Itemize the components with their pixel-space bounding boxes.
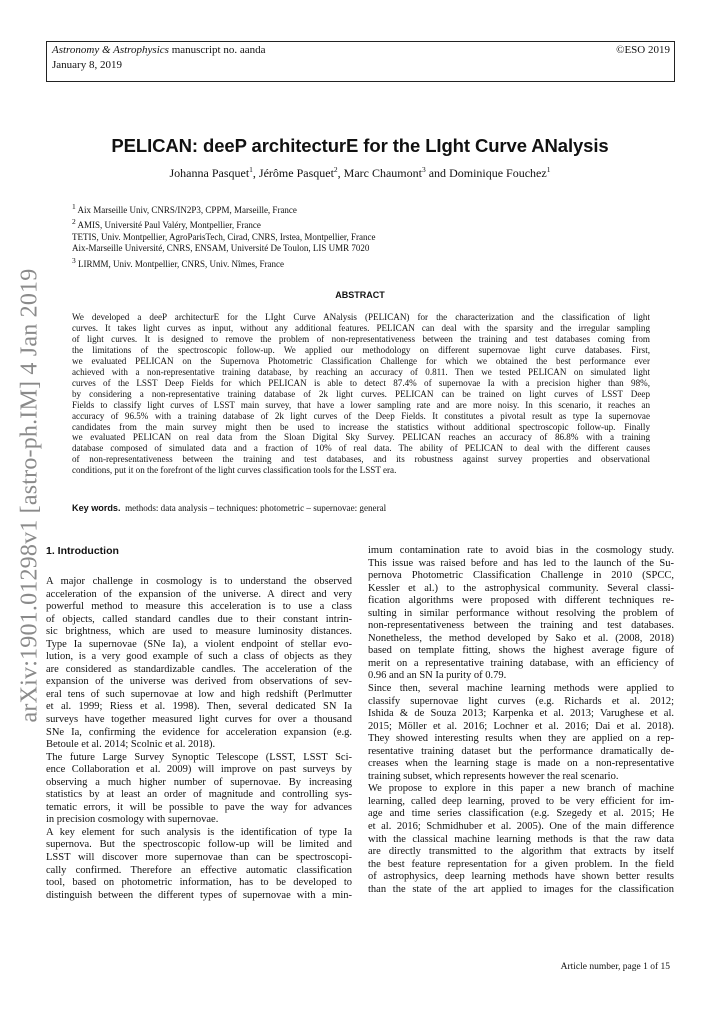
affiliation-line: $^2$ AMIS, Université Paul Valéry, Montpellier, France	[72, 217, 261, 231]
body-line: non-representativeness between the training and test databases.	[368, 620, 674, 632]
abstract-line: we evaluated PELICAN on the Supernova Photometric Classification Challenge for which we obtained the best performance ever	[72, 355, 650, 366]
body-line: lution, is a very good example of such a class of objects as they	[46, 651, 352, 663]
affiliation-line: Aix-Marseille Université, CNRS, ENSAM, Université De Toulon, LIS UMR 7020	[72, 243, 370, 254]
body-line: LSST will discover more supernovae than can be spectroscopi-	[46, 852, 352, 864]
body-line: Ishida & de Souza 2013; Karpenka et al. 2013; Varughese et al.	[368, 708, 674, 720]
body-line: age and time series classification (e.g. Szegedy et al. 2015; He	[368, 808, 674, 820]
affiliation-number: 2	[72, 217, 76, 227]
body-line: acceleration of the expansion of the universe. A direct and very	[46, 588, 352, 600]
body-line: tool, based on photometric information, has to be developed to	[46, 877, 352, 889]
body-line: eral tens of such supernovae at low and high redshift (Perlmutter	[46, 688, 352, 700]
body-line: cally confirmed. Therefore an effective automatic classification	[46, 864, 352, 876]
body-line: The future Large Survey Synoptic Telescope (LSST, LSST Sci-	[46, 751, 352, 763]
right-column	[368, 545, 674, 896]
body-line: surveys have together measured light curves for over a thousand	[46, 714, 352, 726]
body-line: statistics by at least an order of magnitude and controlling sys-	[46, 789, 352, 801]
body-line: in precision cosmology with supernovae.	[46, 814, 219, 826]
author-affil-mark: 3	[421, 165, 426, 174]
author-name: Jérôme Pasquet	[258, 166, 334, 180]
body-line: Type Ia supernovae (SNe Ia), a violent endpoint of stellar evo-	[46, 638, 352, 650]
author-name: Johanna Pasquet	[169, 166, 250, 180]
author-list: Johanna Pasquet$^1$, Jérôme Pasquet$^2$, Marc Chaumont$^3$ and Dominique Fouchez$^1$	[169, 165, 551, 180]
body-line: et al. 2016; Schmidhuber et al. 2005). One of the main difference	[368, 821, 674, 833]
abstract-body	[72, 312, 650, 476]
body-line: learning, called deep learning, proved to be very efficient for im-	[368, 795, 674, 807]
affiliation-number: 3	[72, 255, 76, 265]
body-line: fication algorithms were proposed with different techniques re-	[368, 595, 674, 607]
body-line: of objects, called standard candles due to their constant intrin-	[46, 613, 352, 625]
body-line: resentative training dataset but the performance dramatically de-	[368, 745, 674, 757]
body-line: are directly transmitted to the algorithm that extracts by itself	[368, 846, 674, 858]
body-line: the best feature representation for a given problem. In the field	[368, 858, 674, 870]
body-line: A key element for such analysis is the identification of type Ia	[46, 826, 352, 838]
author-affil-mark: 2	[333, 165, 338, 174]
body-line: They showed interesting results when they are applied on a rep-	[368, 733, 674, 745]
body-line: expansion of the universe was derived from observations of sev-	[46, 676, 352, 688]
abstract-line: database composed of simulated data and a fraction of 10% of real data. The ability of PELICAN to deal with the different causes	[72, 443, 650, 454]
header-copyright: ©ESO 2019	[616, 44, 670, 56]
body-line: imum contamination rate to avoid bias in the cosmology study.	[368, 545, 674, 556]
body-line: merit on a representative training database, with an efficiency of	[368, 657, 674, 669]
journal-manuscript: manuscript no. aanda	[168, 44, 266, 56]
body-line: than the state of the art applied to images for the classification	[368, 883, 674, 895]
body-line: ence Collaboration et al. 2009) will improve on past surveys by	[46, 764, 352, 776]
body-line: supernova. But the spectroscopic follow-up will be limited and	[46, 839, 352, 851]
body-line: based on template fitting, shows the highest average figure of	[368, 645, 674, 657]
abstract-line: Fields to classify light curves of LSST main survey, that have a lower sampling rate and are more noisy. In this scenario, it reaches an	[72, 399, 650, 410]
author-name: Dominique Fouchez	[449, 166, 547, 180]
abstract-line: We developed a deeP architecturE for the LIght Curve ANalysis (PELICAN) for the characterization and the classification of light	[72, 312, 650, 322]
body-line: sulting in similar performance without resolving the problem of	[368, 607, 674, 619]
body-line: This issue was raised before and has led to the launch of the Su-	[368, 557, 674, 569]
abstract-line: we evaluated PELICAN on real data from the Sloan Digital Sky Survey. PELICAN reaches an accuracy of 86.8% with a training	[72, 432, 650, 443]
body-line: are considered as standardizable candles. The acceleration of the	[46, 663, 352, 675]
body-line: with the classical machine learning methods is that the raw data	[368, 833, 674, 845]
body-line: training subset, which represents however the real scenario.	[368, 770, 619, 782]
author-name: Marc Chaumont	[343, 166, 422, 180]
abstract-line: conditions, put it on the forefront of the light curves classification tools for the LSST era.	[72, 465, 397, 476]
body-line: Nonetheless, the method developed by Sako et al. (2008, 2018)	[368, 632, 674, 644]
body-line: A major challenge in cosmology is to understand the observed	[46, 576, 352, 587]
keywords-label: Key words.	[72, 503, 121, 513]
body-line: 2015; Möller et al. 2016; Lochner et al. 2016; Dai et al. 2018).	[368, 720, 674, 732]
abstract-line: curves. It takes light curves as input, without any additional features. PELICAN can deal with the sparsity and the irregular sampling	[72, 322, 650, 333]
paper-title: PELICAN: deeP architecturE for the LIght Curve ANalysis	[111, 135, 609, 156]
affiliation-line: $^1$ Aix Marseille Univ, CNRS/IN2P3, CPPM, Marseille, France	[72, 202, 297, 215]
body-line: 0.96 and an SN Ia purity of 0.79.	[368, 670, 507, 682]
abstract-line: by considering a non-representative training database of 2k light curves. PELICAN can be trained on light curves of LSST Deep	[72, 388, 650, 399]
left-column	[46, 576, 352, 902]
affiliations	[72, 201, 376, 270]
keywords	[72, 503, 386, 513]
body-line: tematic errors, it will be possible to pave the way for advances	[46, 801, 352, 813]
keywords-text: methods: data analysis – techniques: photometric – supernovae: general	[125, 503, 387, 513]
body-line: classify supernovae light curves (e.g. Richards et al. 2012;	[368, 695, 674, 707]
body-line: We propose to explore in this paper a new branch of machine	[368, 783, 674, 795]
abstract-line: the limitations of the spectroscopic follow-up. We applied our methodology on different supernovae light curve databases. First,	[72, 344, 650, 355]
journal-name: Astronomy & Astrophysics	[52, 44, 169, 56]
body-line: pernova Photometric Classification Challenge in 2010 (SPCC,	[368, 570, 674, 582]
abstract-line: of light curves. It is designed to remove the problem of non-representativeness between the training and test databases coming from	[72, 333, 650, 344]
abstract-line: accuracy of 96.5% with a training database of 2k light curves of the Deep Fields. It constitutes a pivotal result as type Ia supernovae	[72, 410, 650, 421]
page-footer: Article number, page 1 of 15	[560, 962, 670, 972]
header-date: January 8, 2019	[52, 59, 122, 71]
body-line: distinguish between the different types of supernovae with a min-	[46, 889, 352, 901]
abstract-line: achieved with a non-representative training database, by reaching an accuracy of 0.811. Then we tested PELICAN on simulated light	[72, 366, 650, 377]
affiliation-line: TETIS, Univ. Montpellier, AgroParisTech, Cirad, CNRS, Irstea, Montpellier, France	[72, 231, 376, 242]
body-line: Betoule et al. 2014; Scolnic et al. 2018).	[46, 739, 216, 751]
body-line: powerful method to measure this acceleration is to use a class	[46, 601, 352, 613]
affiliation-line: $^3$ LIRMM, Univ. Montpellier, CNRS, Univ. Nîmes, France	[72, 255, 284, 269]
author-affil-mark: 1	[546, 165, 551, 174]
affiliation-number: 1	[72, 202, 76, 211]
abstract-heading: ABSTRACT	[335, 290, 385, 300]
abstract-line: of non-representativeness between the training and test databases, and its robustness against survey properties and observational	[72, 454, 650, 465]
author-affil-mark: 1	[249, 165, 253, 174]
header-journal	[52, 44, 265, 56]
body-line: observing a much higher number of supernovae. By increasing	[46, 776, 352, 788]
body-line: SNe Ia, confirming the evidence for acceleration expansion (e.g.	[46, 726, 352, 738]
body-line: of astrophysics, deep learning methods have shown better results	[368, 871, 674, 883]
body-line: et al. 1999; Riess et al. 1998). Then, several dedicated SN Ia	[46, 701, 352, 713]
body-line: Kessler et al.) to the astrophysical community. Several classi-	[368, 582, 674, 594]
section-title: 1. Introduction	[46, 545, 119, 557]
body-line: Since then, several machine learning methods were applied to	[368, 683, 674, 695]
abstract-line: candidates from the main survey might then be used to increase the statistics without additional spectroscopic follow-up. Finally	[72, 421, 650, 432]
body-line: sic brightness, which are used to measure luminosity distances.	[46, 626, 352, 638]
body-line: creases when the learning stage is made on a non-representative	[368, 758, 674, 770]
abstract-line: curves of the LSST Deep Fields for which PELICAN is able to detect 87.4% of supernovae Ia with a precision higher than 98%,	[72, 377, 650, 388]
arxiv-stamp-text: arXiv:1901.01298v1 [astro-ph.IM] 4 Jan 2019	[16, 268, 43, 722]
